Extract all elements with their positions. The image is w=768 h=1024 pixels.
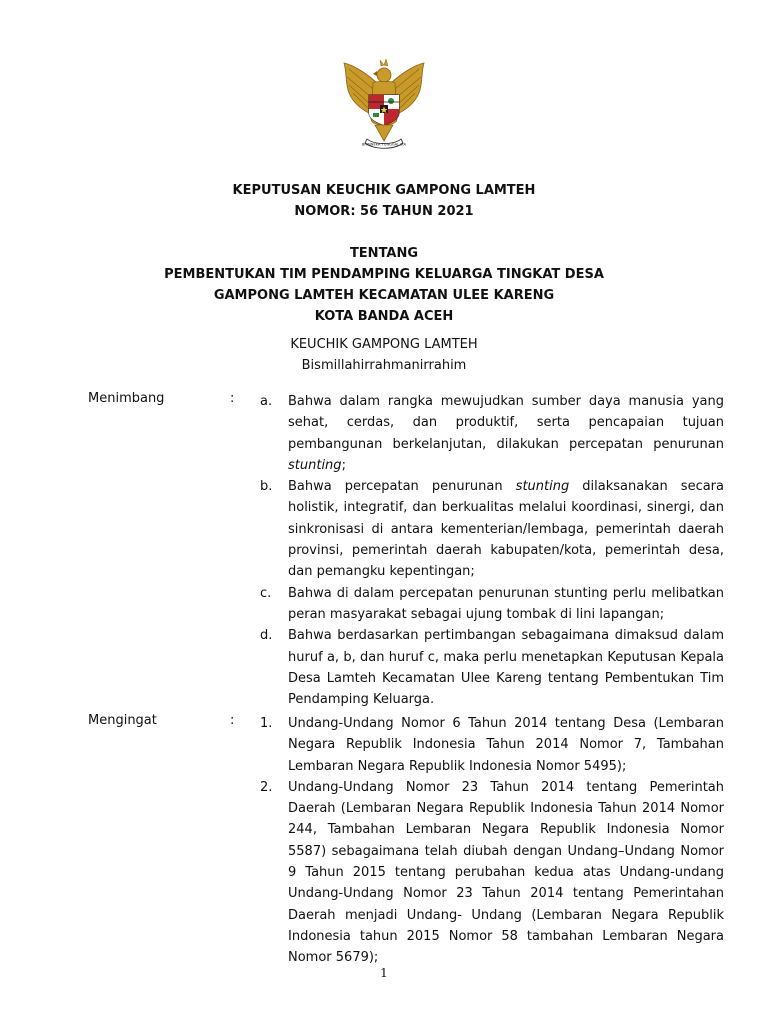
menimbang-colon: :: [230, 391, 235, 406]
decree-title-line1: KEPUTUSAN KEUCHIK GAMPONG LAMTEH: [232, 183, 536, 198]
shield: [369, 95, 399, 125]
menimbang-label: Menimbang: [88, 391, 165, 406]
item-marker: d.: [260, 628, 273, 644]
garuda-pancasila-emblem: [339, 55, 429, 155]
emblem-banner-text: BHINNEKA TUNGGAL IKA: [361, 142, 407, 147]
list-item: 1. Undang-Undang Nomor 6 Tahun 2014 tentang Desa (Lembaran Negara Republik Indonesia Tahun 2014 Nomor 7, Tambahan Lembaran Negara Republik Indonesia Nomor 5495);: [260, 713, 724, 777]
item-marker: b.: [260, 479, 273, 495]
menimbang-items: [260, 391, 724, 710]
issuer-block: [0, 334, 768, 376]
item-marker: 1.: [260, 716, 273, 731]
mengingat-colon: :: [230, 713, 235, 728]
decree-subject: [0, 243, 768, 327]
list-item: 2. Undang-Undang Nomor 23 Tahun 2014 tentang Pemerintah Daerah (Lembaran Negara Republik Indonesia Tahun 2014 Nomor 244, Tambahan Lembaran Negara Republik Indonesia Nomor 5587) sebagaimana telah diubah dengan Undang–Undang Nomor 9 Tahun 2015 tentang perubahan kedua atas Undang-undang Undang-Undang Nomor 23 Tahun 2014 tentang Pemerintahan Daerah menjadi Undang- Undang (Lembaran Negara Republik Indonesia tahun 2015 Nomor 58 tambahan Lembaran Negara Nomor 5679);: [260, 777, 724, 969]
list-item: b. Bahwa percepatan penurunan stunting dilaksanakan secara holistik, integratif, dan berkualitas melalui koordinasi, sinergi, dan sinkronisasi di antara kementerian/lembaga, pemerintah daerah provinsi, pemerintah daerah kabupaten/kota, pemerintah desa, dan pemangku kepentingan;: [260, 476, 724, 582]
decree-number: NOMOR: 56 TAHUN 2021: [294, 204, 474, 219]
subject-line2: GAMPONG LAMTEH KECAMATAN ULEE KARENG: [213, 288, 555, 303]
garuda-head: [377, 68, 391, 82]
list-item: d. Bahwa berdasarkan pertimbangan sebagaimana dimaksud dalam huruf a, b, dan huruf c, maka perlu menetapkan Keputusan Kepala Desa Lamteh Kecamatan Ulee Kareng tentang Pembentukan Tim Pendamping Keluarga.: [260, 625, 724, 710]
tentang-label: TENTANG: [349, 246, 419, 261]
list-item: a. Bahwa dalam rangka mewujudkan sumber daya manusia yang sehat, cerdas, dan produktif, serta pencapaian tujuan pembangunan berkelanjutan, dilakukan percepatan penurunan stunting;: [260, 391, 724, 476]
decree-title: [0, 180, 768, 222]
item-marker: a.: [260, 394, 273, 409]
list-item: c. Bahwa di dalam percepatan penurunan stunting perlu melibatkan peran masyarakat sebagai ujung tombak di lini lapangan;: [260, 583, 724, 626]
basmalah: Bismillahirrahmanirrahim: [301, 358, 467, 373]
subject-line1: PEMBENTUKAN TIM PENDAMPING KELUARGA TINGKAT DESA: [164, 267, 604, 282]
issuer-name: KEUCHIK GAMPONG LAMTEH: [290, 337, 478, 352]
item-marker: 2.: [260, 779, 273, 795]
item-marker: c.: [260, 585, 272, 601]
mengingat-items: [260, 713, 724, 969]
mengingat-label: Mengingat: [88, 713, 157, 728]
subject-line3: KOTA BANDA ACEH: [314, 309, 454, 324]
page-number: 1: [380, 966, 388, 980]
